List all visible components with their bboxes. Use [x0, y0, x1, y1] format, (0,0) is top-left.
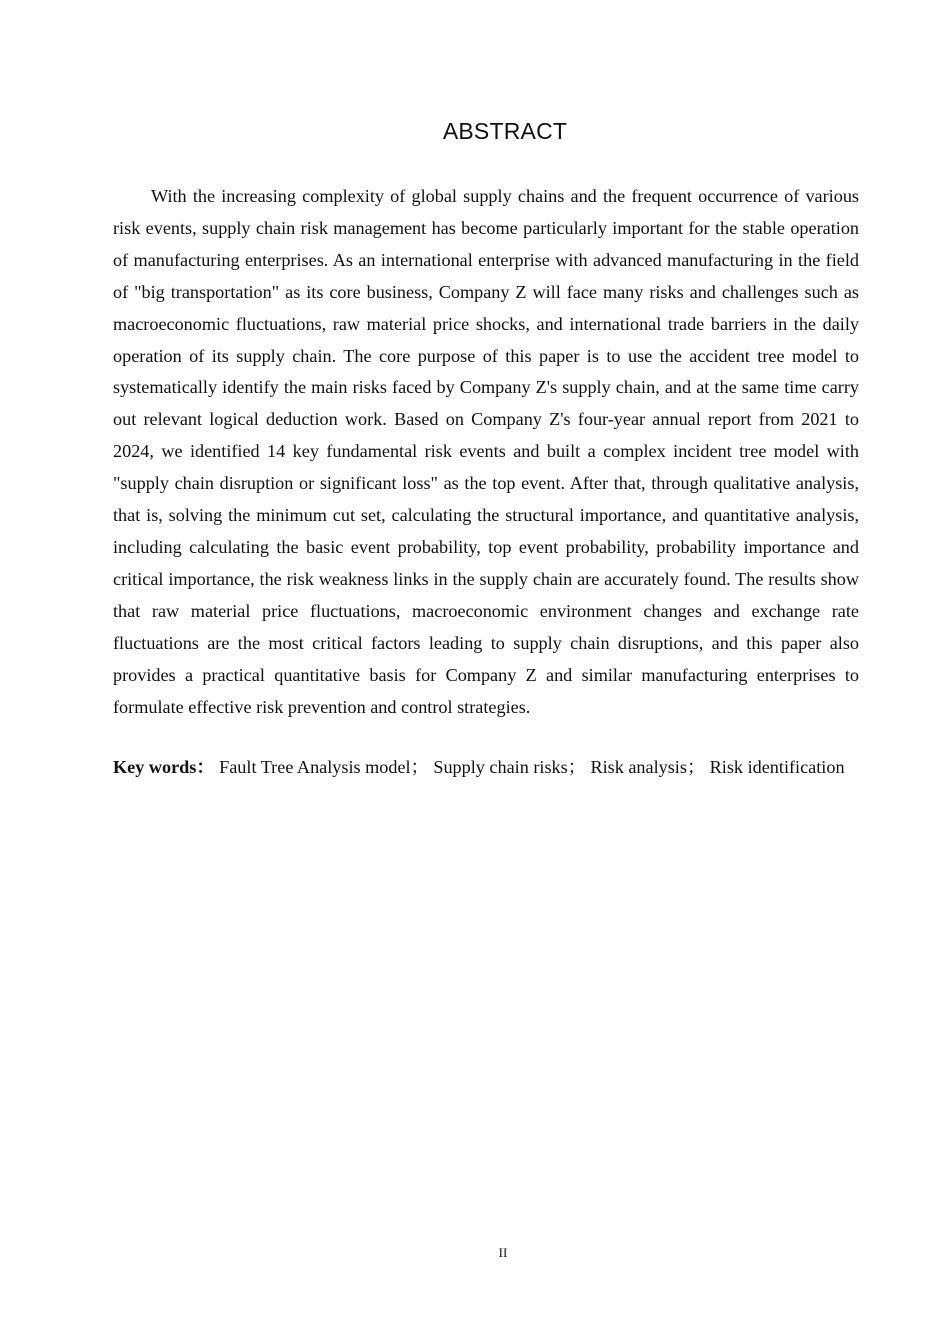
abstract-title: ABSTRACT [442, 118, 568, 144]
keywords-separator: ： [196, 757, 215, 777]
abstract-body: With the increasing complexity of global supply chains and the frequent occurrence of various risk events, supply chain risk management has become particularly important for the stable operation of manufacturing enterprises. As an international enterprise with advanced manufacturing in the field of "big transportation" as its core business, Company Z will face many risks and challenges such as macroeconomic fluctuations, raw material price shocks, and international trade barriers in the daily operation of its supply chain. The core purpose of this paper is to use the accident tree model to systematically identify the main risks faced by Company Z's supply chain, and at the same time carry out relevant logical deduction work. Based on Company Z's four-year annual report from 2021 to 2024, we identified 14 key fundamental risk events and built a complex incident tree model with "supply chain disruption or significant loss" as the top event. After that, through qualitative analysis, that is, solving the minimum cut set, calculating the structural importance, and quantitative analysis, including calculating the basic event probability, top event probability, probability importance and critical importance, the risk weakness links in the supply chain are accurately found. The results show that raw material price fluctuations, macroeconomic environment changes and exchange rate fluctuations are the most critical factors leading to supply chain disruptions, and this paper also provides a practical quantitative basis for Company Z and similar manufacturing enterprises to formulate effective risk prevention and control strategies. [113, 186, 859, 717]
keywords-label: Key words [113, 757, 197, 777]
page-number: II [498, 1245, 508, 1260]
keywords-text: Fault Tree Analysis model； Supply chain risks； Risk analysis； Risk identification [219, 757, 845, 777]
keywords-line [113, 751, 859, 783]
